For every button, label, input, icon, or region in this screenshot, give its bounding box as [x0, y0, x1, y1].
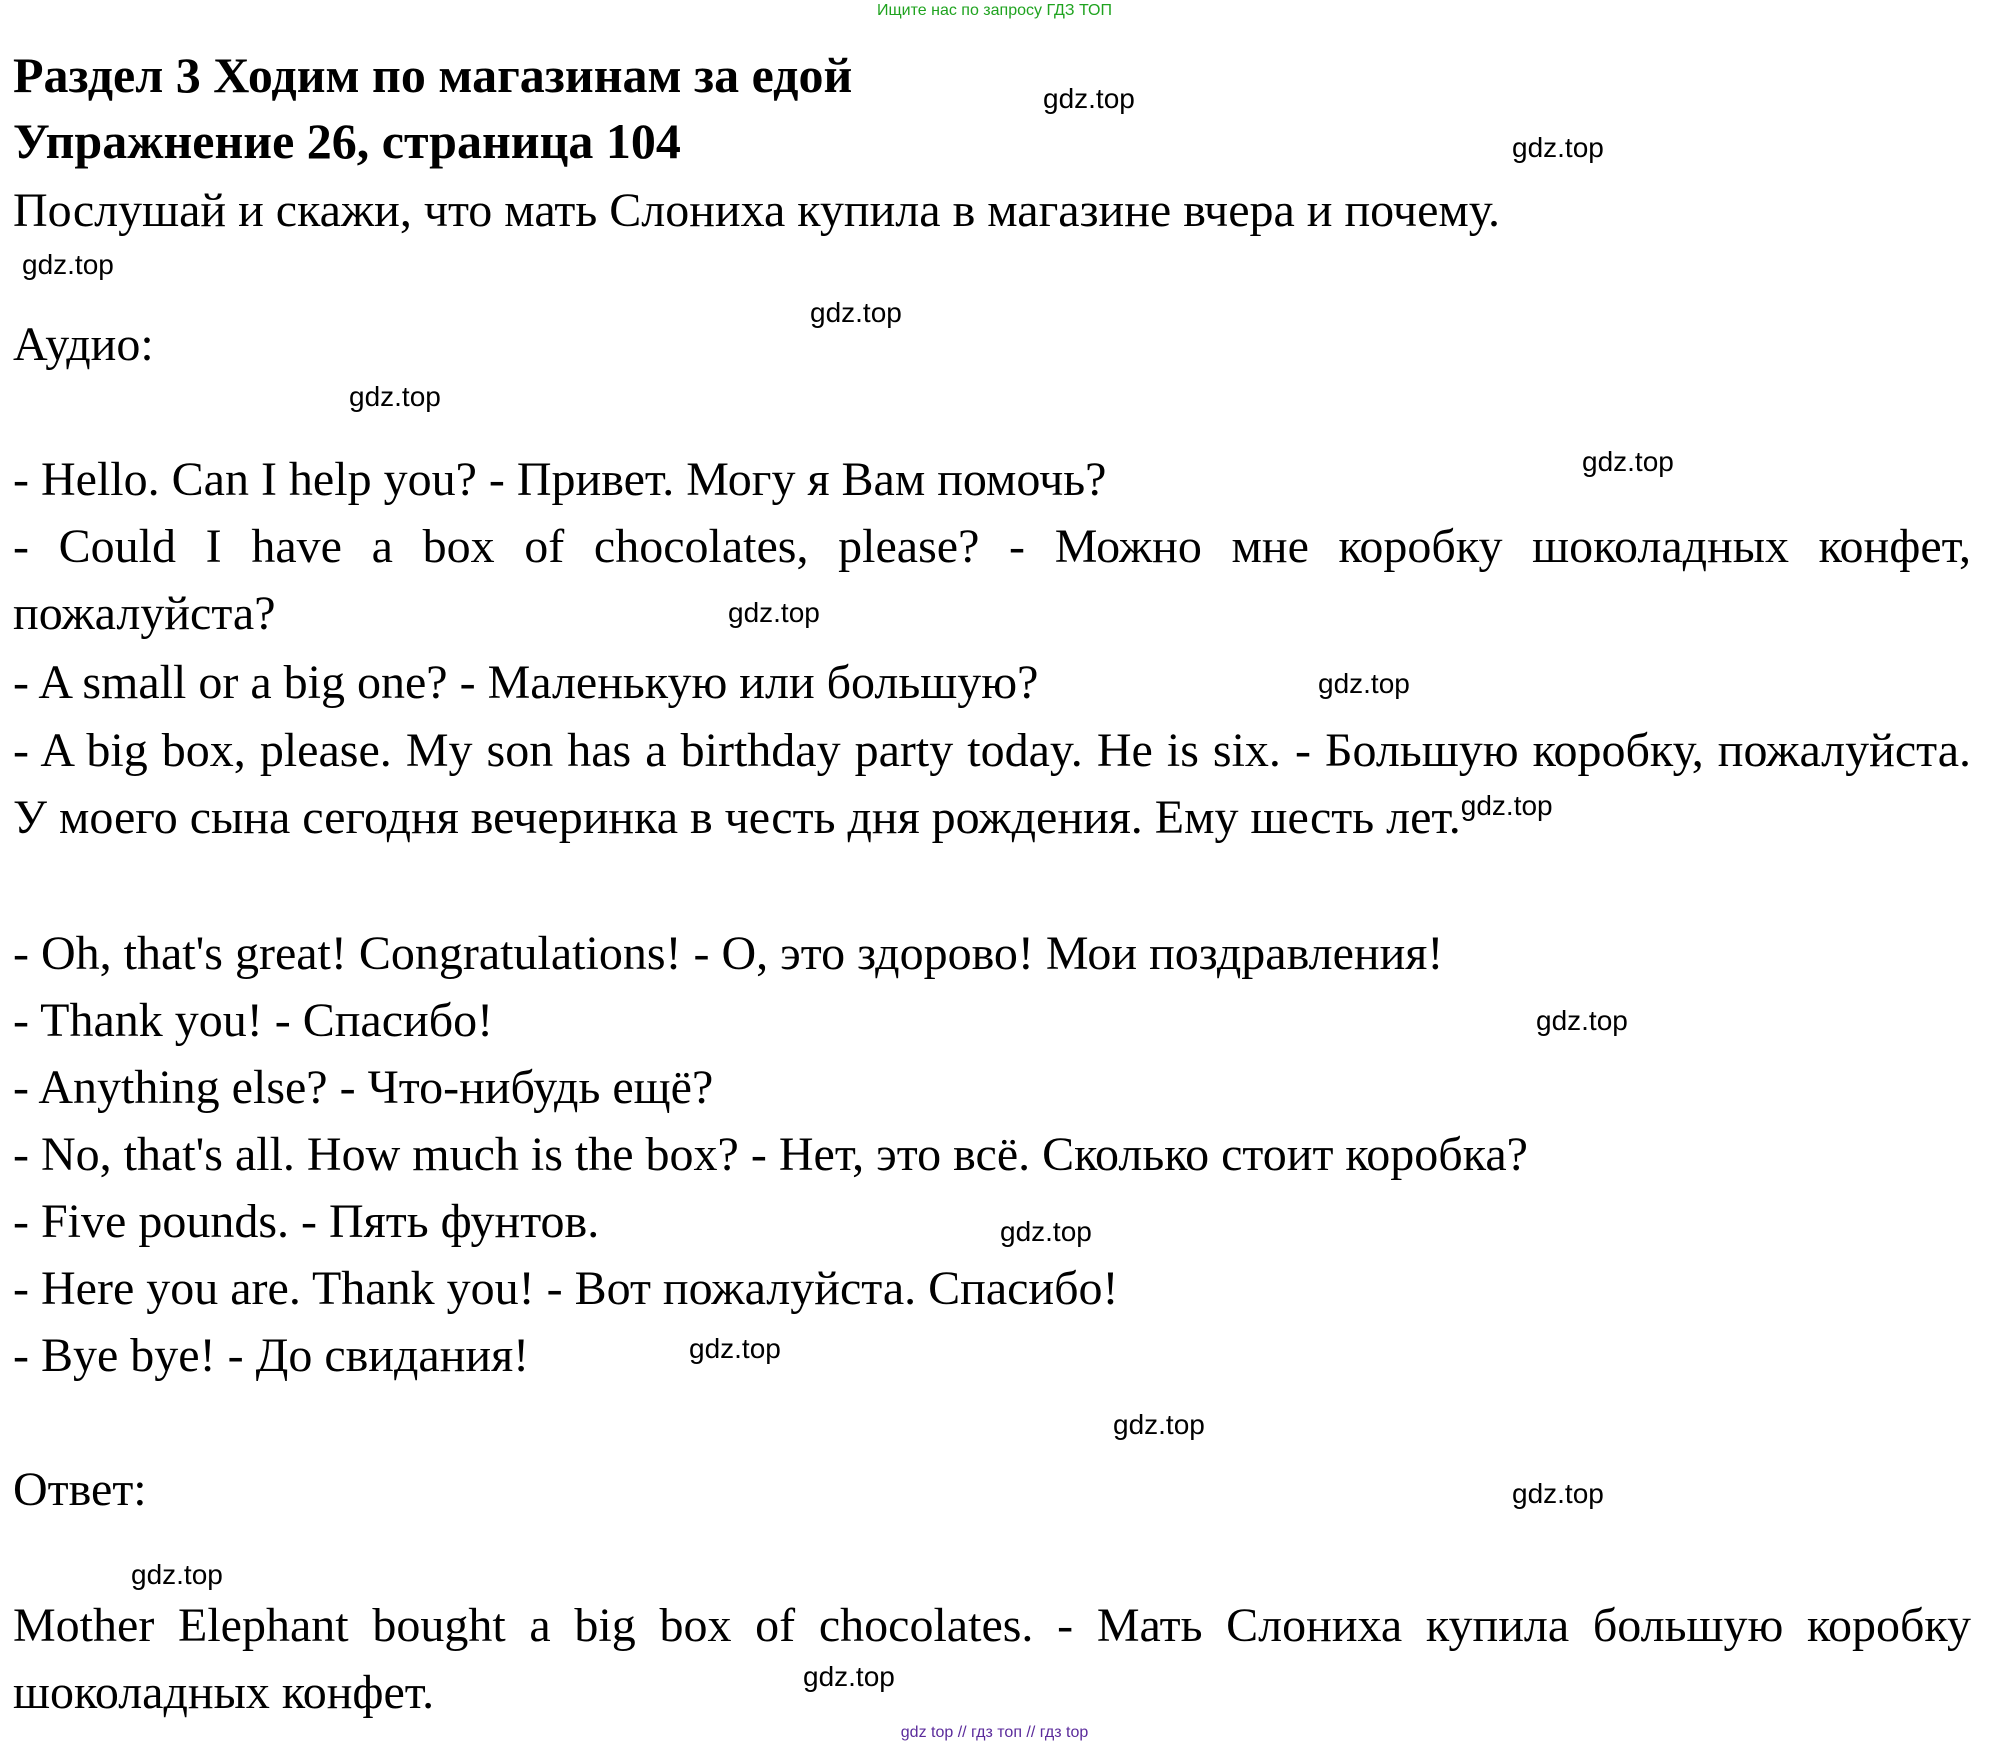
watermark: gdz.top [131, 1559, 223, 1590]
watermark: gdz.top [1582, 446, 1674, 477]
watermark: gdz.top [349, 381, 441, 412]
search-banner: Ищите нас по запросу ГДЗ ТОП [877, 2, 1112, 19]
watermark: gdz.top [1000, 1216, 1092, 1247]
answer-text: Mother Elephant bought a big box of chocolates. - Мать Слониха купила большую коробку шоколадных конфет. [13, 1599, 1971, 1719]
watermark: gdz.top [810, 297, 902, 328]
section-title: Раздел 3 Ходим по магазинам за едой [13, 47, 853, 103]
watermark: gdz.top [1113, 1409, 1205, 1440]
exercise-title: Упражнение 26, страница 104 [13, 113, 681, 169]
dialogue-line: - Thank you! - Спасибо! [13, 994, 494, 1047]
dialogue-line: - Bye bye! - До свидания! [13, 1329, 530, 1382]
watermark: gdz.top [1318, 668, 1410, 699]
dialogue-line: - Could I have a box of chocolates, please? - Можно мне коробку шоколадных конфет, пожалуйста? [13, 520, 1971, 640]
dialogue-line: - Anything else? - Что-нибудь ещё? [13, 1061, 714, 1114]
watermark: gdz.top [1536, 1005, 1628, 1036]
watermark: gdz.top [1043, 83, 1135, 114]
audio-label: Аудио: [13, 318, 154, 371]
watermark: gdz.top [22, 249, 114, 280]
task-text: Послушай и скажи, что мать Слониха купила в магазине вчера и почему. [13, 184, 1500, 237]
watermark: gdz.top [1460, 790, 1553, 821]
watermark: gdz.top [803, 1661, 895, 1692]
dialogue-line [13, 717, 1971, 851]
dialogue-line: - Oh, that's great! Congratulations! - О, это здорово! Мои поздравления! [13, 927, 1444, 980]
watermark: gdz.top [728, 597, 820, 628]
dialogue-line: - Here you are. Thank you! - Вот пожалуйста. Спасибо! [13, 1262, 1119, 1315]
dialogue-line: - Hello. Can I help you? - Привет. Могу я Вам помочь? [13, 453, 1107, 506]
dialogue-line: - Five pounds. - Пять фунтов. [13, 1195, 600, 1248]
watermark: gdz.top [1512, 1478, 1604, 1509]
dialogue-line-text: - A big box, please. My son has a birthday party today. He is six. - Большую коробку, пожалуйста. У моего сына сегодня вечеринка в честь дня рождения. Ему шесть лет. [13, 724, 1971, 844]
answer-label: Ответ: [13, 1463, 147, 1516]
dialogue-line: - A small or a big one? - Маленькую или большую? [13, 656, 1039, 709]
watermark: gdz.top [1512, 132, 1604, 163]
watermark: gdz.top [689, 1333, 781, 1364]
dialogue-line: - No, that's all. How much is the box? - Нет, это всё. Сколько стоит коробка? [13, 1128, 1528, 1181]
footer-watermark: gdz top // гдз топ // гдз top [900, 1724, 1089, 1741]
